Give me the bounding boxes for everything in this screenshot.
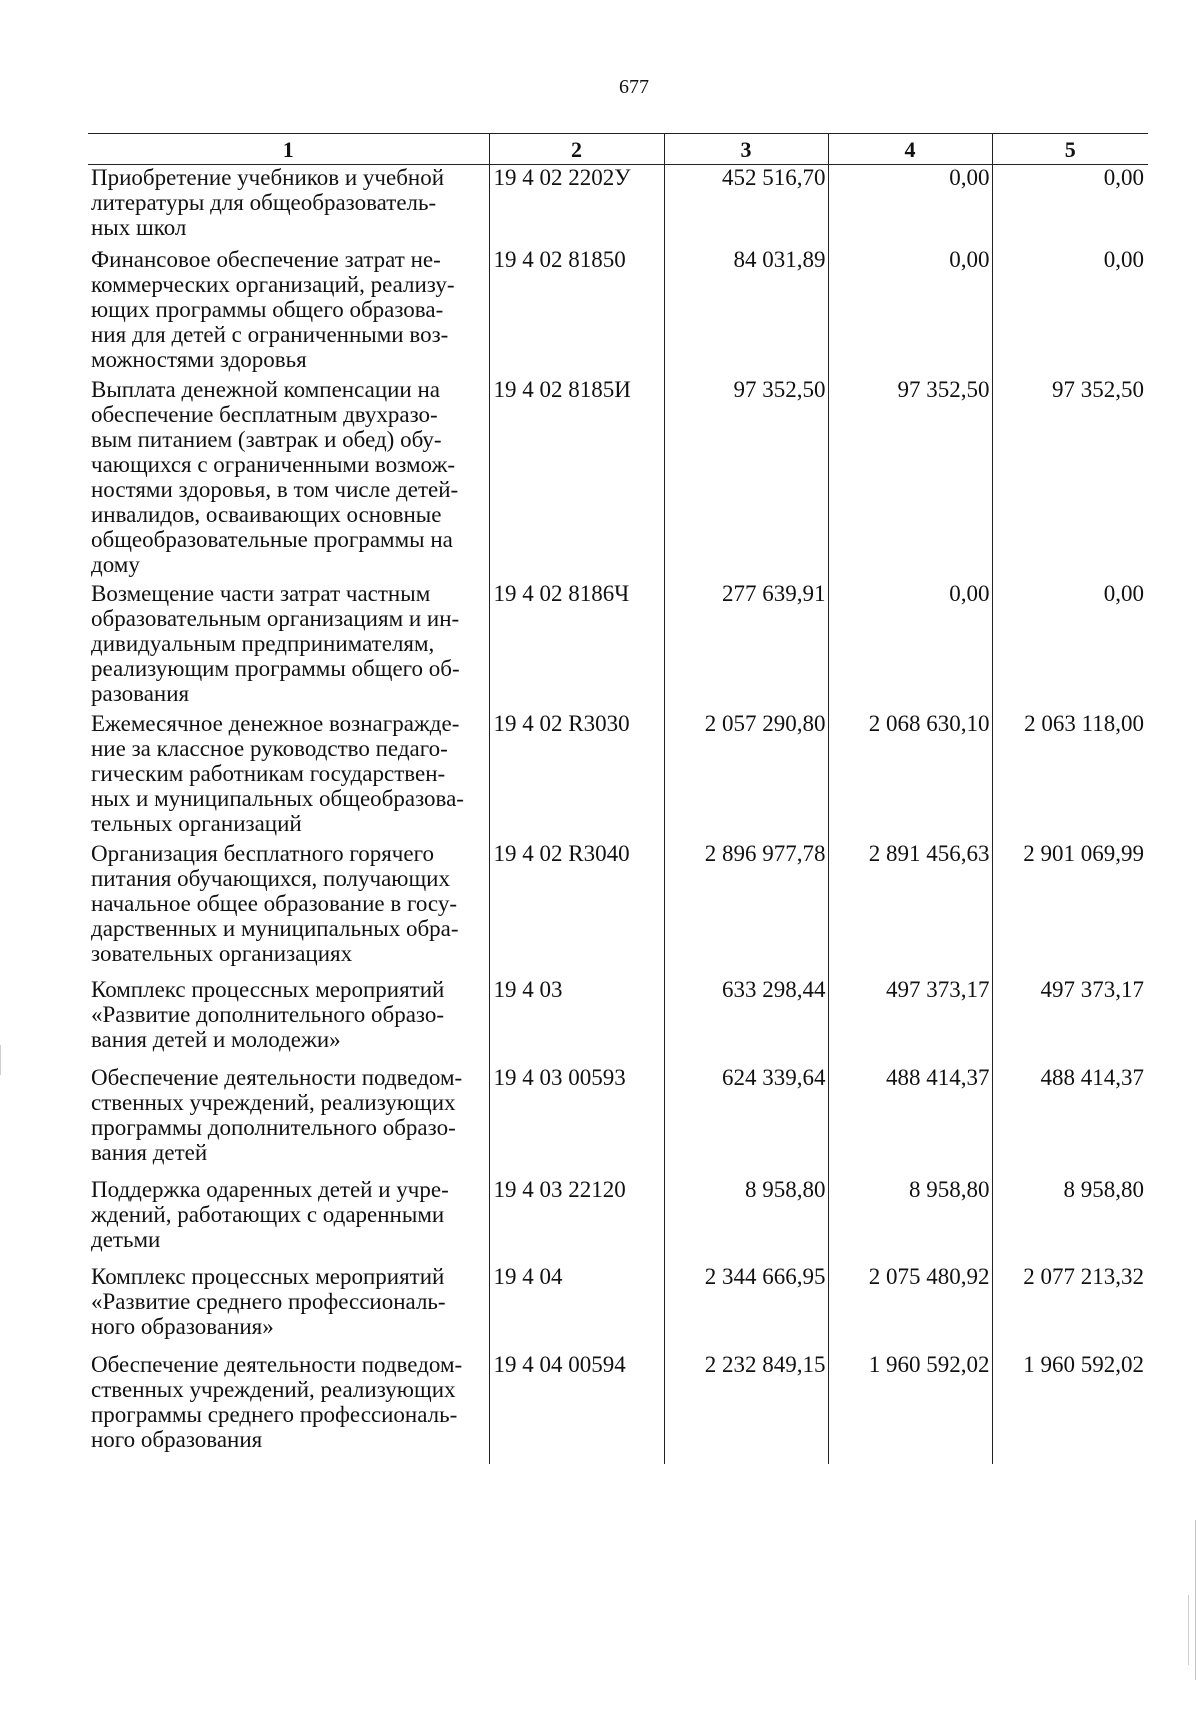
name-line: можностями здоровья [91,347,307,372]
amount-col3: 8 958,80 [664,1177,828,1264]
name-line: «Развитие дополнительного образо- [91,1002,445,1027]
amount-col3: 2 057 290,80 [664,711,828,841]
item-code: 19 4 02 R3040 [489,841,664,977]
name-line: чающихся с ограниченными возмож- [91,452,456,477]
amount-col5: 2 077 213,32 [992,1264,1148,1352]
amount-col3: 452 516,70 [664,165,828,248]
name-line: ных школ [91,215,187,240]
name-line: разования [91,681,190,706]
column-header-3: 3 [664,134,828,165]
amount-col5: 0,00 [992,247,1148,377]
item-name [88,165,489,248]
name-line: ного образования [91,1427,263,1452]
amount-col3: 2 344 666,95 [664,1264,828,1352]
table-row [88,581,1148,711]
amount-col4: 497 373,17 [828,977,992,1065]
amount-col4: 488 414,37 [828,1065,992,1177]
item-name [88,1177,489,1264]
amount-col3: 97 352,50 [664,377,828,581]
name-line: вания детей и молодежи» [91,1027,341,1052]
column-header-2: 2 [489,134,664,165]
amount-col5: 8 958,80 [992,1177,1148,1264]
amount-col3: 277 639,91 [664,581,828,711]
scan-edge-mark [0,1045,1,1075]
table-row [88,1352,1148,1464]
item-code: 19 4 02 R3030 [489,711,664,841]
page-number: 677 [619,76,649,98]
amount-col5: 97 352,50 [992,377,1148,581]
item-code: 19 4 02 81850 [489,247,664,377]
amount-col4: 2 891 456,63 [828,841,992,977]
item-name [88,1065,489,1177]
item-name [88,977,489,1065]
amount-col5: 2 901 069,99 [992,841,1148,977]
name-line: гическим работникам государствен- [91,761,446,786]
amount-col4: 8 958,80 [828,1177,992,1264]
name-line: ющих программы общего образова- [91,297,444,322]
column-header-5: 5 [992,134,1148,165]
name-line: ждений, работающих с одаренными [91,1202,445,1227]
name-line: Комплекс процессных мероприятий [91,977,445,1002]
item-code: 19 4 03 00593 [489,1065,664,1177]
name-line: дивидуальным предпринимателям, [91,631,435,656]
name-line: образовательным организациям и ин- [91,606,460,631]
amount-col4: 0,00 [828,165,992,248]
table-row [88,841,1148,977]
table-row [88,247,1148,377]
name-line: вания детей [91,1140,208,1165]
amount-col5: 497 373,17 [992,977,1148,1065]
amount-col3: 633 298,44 [664,977,828,1065]
table-row [88,711,1148,841]
item-name [88,711,489,841]
name-line: Ежемесячное денежное вознагражде- [91,711,460,736]
name-line: начальное общее образование в госу- [91,891,457,916]
column-header-4: 4 [828,134,992,165]
name-line: вым питанием (завтрак и обед) обу- [91,427,442,452]
name-line: тельных организаций [91,811,302,836]
scan-edge-mark [1195,1520,1196,1680]
amount-col5: 2 063 118,00 [992,711,1148,841]
amount-col4: 0,00 [828,247,992,377]
amount-col4: 0,00 [828,581,992,711]
name-line: программы среднего профессиональ- [91,1402,458,1427]
item-name [88,377,489,581]
table-header [88,134,1148,165]
item-name [88,1264,489,1352]
budget-table [88,133,1148,1464]
name-line: ние за классное руководство педаго- [91,736,448,761]
column-header-1: 1 [88,134,489,165]
name-line: Обеспечение деятельности подведом- [91,1352,463,1377]
name-line: коммерческих организаций, реализу- [91,272,455,297]
item-code: 19 4 03 22120 [489,1177,664,1264]
item-name [88,1352,489,1464]
name-line: дому [91,552,140,577]
amount-col4: 97 352,50 [828,377,992,581]
name-line: инвалидов, осваивающих основные [91,502,442,527]
table-body [88,165,1148,1465]
name-line: Приобретение учебников и учебной [91,165,445,190]
name-line: ностями здоровья, в том числе детей- [91,477,459,502]
name-line: Финансовое обеспечение затрат не- [91,247,441,272]
item-code: 19 4 04 [489,1264,664,1352]
amount-col4: 1 960 592,02 [828,1352,992,1464]
amount-col5: 0,00 [992,165,1148,248]
name-line: питания обучающихся, получающих [91,866,450,891]
table-row [88,977,1148,1065]
name-line: «Развитие среднего профессиональ- [91,1289,446,1314]
table-row [88,377,1148,581]
amount-col3: 84 031,89 [664,247,828,377]
name-line: обеспечение бесплатным двухразо- [91,402,438,427]
name-line: Комплекс процессных мероприятий [91,1264,445,1289]
amount-col5: 0,00 [992,581,1148,711]
item-code: 19 4 02 8186Ч [489,581,664,711]
scan-edge-mark [1188,1595,1189,1665]
amount-col3: 624 339,64 [664,1065,828,1177]
name-line: ственных учреждений, реализующих [91,1377,456,1402]
name-line: Выплата денежной компенсации на [91,377,441,402]
amount-col4: 2 075 480,92 [828,1264,992,1352]
amount-col5: 488 414,37 [992,1065,1148,1177]
item-code: 19 4 03 [489,977,664,1065]
item-name [88,247,489,377]
header-row [88,134,1148,165]
name-line: Обеспечение деятельности подведом- [91,1065,463,1090]
name-line: детьми [91,1227,161,1252]
name-line: Организация бесплатного горячего [91,841,434,866]
table-row [88,1264,1148,1352]
table-row [88,1065,1148,1177]
name-line: зовательных организациях [91,941,353,966]
name-line: реализующим программы общего об- [91,656,460,681]
item-code: 19 4 02 8185И [489,377,664,581]
name-line: ного образования» [91,1314,274,1339]
name-line: ния для детей с ограниченными воз- [91,322,449,347]
item-code: 19 4 02 2202У [489,165,664,248]
name-line: Поддержка одаренных детей и учре- [91,1177,449,1202]
name-line: Возмещение части затрат частным [91,581,431,606]
name-line: общеобразовательные программы на [91,527,453,552]
item-name [88,581,489,711]
item-name [88,841,489,977]
amount-col4: 2 068 630,10 [828,711,992,841]
amount-col3: 2 232 849,15 [664,1352,828,1464]
item-code: 19 4 04 00594 [489,1352,664,1464]
name-line: дарственных и муниципальных обра- [91,916,459,941]
name-line: ных и муниципальных общеобразова- [91,786,464,811]
name-line: ственных учреждений, реализующих [91,1090,456,1115]
table-row [88,165,1148,248]
amount-col5: 1 960 592,02 [992,1352,1148,1464]
name-line: программы дополнительного образо- [91,1115,456,1140]
name-line: литературы для общеобразователь- [91,190,437,215]
amount-col3: 2 896 977,78 [664,841,828,977]
table-row [88,1177,1148,1264]
